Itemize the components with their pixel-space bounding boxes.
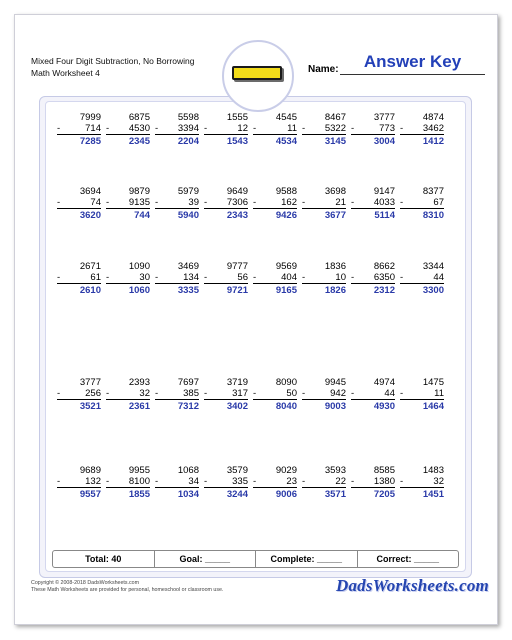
problem [253, 465, 297, 501]
subtrahend-row [204, 476, 248, 488]
minuend: 2671 [79, 261, 101, 272]
problem [204, 186, 248, 222]
answer: 5114 [374, 210, 395, 221]
minus-sign: - [302, 388, 306, 399]
subtrahend: 10 [335, 272, 346, 283]
subtrahend-row [253, 388, 297, 400]
answer: 9721 [226, 285, 248, 296]
minuend: 1555 [226, 112, 248, 123]
subtrahend-row [57, 476, 101, 488]
minus-sign: - [400, 388, 404, 399]
minuend: 3593 [324, 465, 346, 476]
answer: 3244 [226, 489, 248, 500]
subtrahend-row [253, 197, 297, 209]
score-footer [52, 550, 459, 568]
minuend: 3344 [422, 261, 444, 272]
dadsworksheets-logo[interactable]: DadsWorksheets.com [336, 576, 489, 595]
minus-sign: - [57, 123, 61, 134]
answer: 9006 [275, 489, 297, 500]
subtrahend: 9135 [128, 197, 150, 208]
minuend: 3777 [79, 377, 101, 388]
answer: 3004 [373, 136, 395, 147]
minus-sign: - [204, 272, 208, 283]
problem [253, 186, 297, 222]
answer: 5940 [177, 210, 199, 221]
subtrahend-row [302, 197, 346, 209]
total-cell: Total: 40 [53, 551, 155, 567]
answer: 3402 [226, 401, 248, 412]
subtrahend-row [204, 123, 248, 135]
answer: 744 [134, 210, 150, 221]
problem [351, 465, 395, 501]
problem [400, 465, 444, 501]
minus-sign: - [57, 272, 61, 283]
minus-sign: - [400, 272, 404, 283]
problem [204, 465, 248, 501]
minus-sign: - [253, 197, 257, 208]
minus-sign: - [57, 476, 61, 487]
minus-sign: - [57, 197, 61, 208]
problem [57, 465, 101, 501]
minus-sign: - [204, 476, 208, 487]
problem [302, 377, 346, 413]
minus-sign: - [155, 388, 159, 399]
problem [351, 112, 395, 148]
subtrahend-row [155, 272, 199, 284]
subtrahend-row [253, 123, 297, 135]
answer: 3620 [79, 210, 101, 221]
minus-sign: - [351, 123, 355, 134]
problem [57, 112, 101, 148]
subtrahend: 3462 [422, 123, 444, 134]
minuend: 7999 [79, 112, 101, 123]
subtrahend-row [106, 388, 150, 400]
minus-sign: - [106, 123, 110, 134]
minuend: 8090 [275, 377, 297, 388]
minuend: 4874 [422, 112, 444, 123]
answer: 9003 [324, 401, 346, 412]
answer: 1855 [128, 489, 150, 500]
answer-key-title: Answer Key [340, 50, 485, 75]
subtrahend: 74 [90, 197, 101, 208]
problem [106, 186, 150, 222]
problem [155, 112, 199, 148]
subtrahend-row [155, 388, 199, 400]
subtrahend-row [155, 123, 199, 135]
minuend: 1475 [422, 377, 444, 388]
minus-sign: - [302, 272, 306, 283]
subtrahend-row [351, 388, 395, 400]
answer: 1543 [226, 136, 248, 147]
problem [351, 261, 395, 297]
subtrahend: 132 [85, 476, 101, 487]
minuend: 9147 [373, 186, 395, 197]
subtrahend: 773 [379, 123, 395, 134]
minuend: 8377 [422, 186, 444, 197]
minus-sign: - [106, 197, 110, 208]
minuend: 5979 [177, 186, 199, 197]
correct-cell: Correct: _____ [376, 554, 440, 564]
minus-sign: - [155, 272, 159, 283]
answer: 3521 [79, 401, 101, 412]
problem [204, 377, 248, 413]
subtrahend: 22 [335, 476, 346, 487]
answer: 1060 [128, 285, 150, 296]
minuend: 5598 [177, 112, 199, 123]
copyright [31, 580, 223, 594]
subtrahend: 50 [286, 388, 297, 399]
problem [400, 186, 444, 222]
subtrahend: 21 [335, 197, 346, 208]
subtrahend-row [400, 197, 444, 209]
minuend: 1090 [128, 261, 150, 272]
subtrahend: 30 [139, 272, 150, 283]
problem-card [45, 101, 466, 572]
minus-sign: - [400, 123, 404, 134]
subtrahend: 335 [232, 476, 248, 487]
answer: 2204 [177, 136, 199, 147]
subtrahend-row [302, 388, 346, 400]
subtrahend: 942 [330, 388, 346, 399]
minuend: 9955 [128, 465, 150, 476]
answer: 8310 [422, 210, 444, 221]
answer: 3145 [324, 136, 346, 147]
subtrahend-row [351, 123, 395, 135]
subtrahend: 385 [183, 388, 199, 399]
problem [155, 261, 199, 297]
answer: 1034 [177, 489, 199, 500]
subtrahend-row [155, 476, 199, 488]
minus-sign: - [155, 123, 159, 134]
minuend: 9029 [275, 465, 297, 476]
answer: 4930 [373, 401, 395, 412]
subtrahend-row [155, 197, 199, 209]
minus-sign: - [351, 388, 355, 399]
answer: 7285 [79, 136, 101, 147]
answer: 2361 [128, 401, 150, 412]
answer: 9165 [275, 285, 297, 296]
subtrahend-row [204, 388, 248, 400]
subtrahend-row [302, 123, 346, 135]
answer: 8040 [275, 401, 297, 412]
answer: 2343 [226, 210, 248, 221]
subtrahend: 4033 [373, 197, 395, 208]
minus-sign: - [253, 476, 257, 487]
subtrahend-row [253, 272, 297, 284]
minus-sign: - [155, 476, 159, 487]
minuend: 8662 [373, 261, 395, 272]
problem [155, 186, 199, 222]
subtrahend: 23 [286, 476, 297, 487]
problem [57, 186, 101, 222]
minuend: 1836 [324, 261, 346, 272]
minuend: 9689 [79, 465, 101, 476]
answer: 2345 [128, 136, 150, 147]
problem [351, 186, 395, 222]
minus-sign: - [204, 123, 208, 134]
problem [400, 261, 444, 297]
minus-sign: - [204, 388, 208, 399]
subtrahend: 134 [183, 272, 199, 283]
title-line-1: Mixed Four Digit Subtraction, No Borrowing [31, 56, 195, 66]
subtrahend-row [57, 388, 101, 400]
minuend: 9569 [275, 261, 297, 272]
minuend: 2393 [128, 377, 150, 388]
answer: 2312 [373, 285, 395, 296]
problem [302, 112, 346, 148]
subtrahend-row [57, 123, 101, 135]
subtrahend-row [204, 197, 248, 209]
gold-bar-icon [232, 66, 282, 80]
subtrahend: 4530 [128, 123, 150, 134]
complete-cell: Complete: _____ [256, 551, 358, 567]
subtrahend-row [400, 476, 444, 488]
minuend: 9945 [324, 377, 346, 388]
subtrahend: 317 [232, 388, 248, 399]
minuend: 3777 [373, 112, 395, 123]
copyright-line-2: These Math Worksheets are provided for personal, homeschool or classroom use. [31, 587, 224, 593]
minus-sign: - [351, 197, 355, 208]
subtrahend: 44 [433, 272, 444, 283]
minuend: 9879 [128, 186, 150, 197]
subtrahend: 1380 [373, 476, 395, 487]
subtrahend: 5322 [324, 123, 346, 134]
minuend: 3469 [177, 261, 199, 272]
minus-sign: - [400, 476, 404, 487]
answer: 7205 [373, 489, 395, 500]
minuend: 6875 [128, 112, 150, 123]
minuend: 3719 [226, 377, 248, 388]
minus-sign: - [253, 388, 257, 399]
subtrahend-row [204, 272, 248, 284]
minuend: 3698 [324, 186, 346, 197]
name-label: Name: [308, 64, 339, 75]
answer: 1826 [324, 285, 346, 296]
problem [400, 112, 444, 148]
minus-sign: - [106, 272, 110, 283]
minuend: 7697 [177, 377, 199, 388]
problem [400, 377, 444, 413]
subtrahend: 404 [281, 272, 297, 283]
subtrahend-row [400, 272, 444, 284]
subtrahend-row [57, 272, 101, 284]
minuend: 3579 [226, 465, 248, 476]
subtrahend: 11 [287, 123, 297, 134]
subtrahend: 32 [433, 476, 444, 487]
minuend: 4545 [275, 112, 297, 123]
problem [253, 112, 297, 148]
answer: 3571 [324, 489, 346, 500]
answer: 1451 [422, 489, 444, 500]
minus-sign: - [253, 272, 257, 283]
minus-sign: - [351, 476, 355, 487]
problem [302, 186, 346, 222]
answer: 1464 [422, 401, 444, 412]
subtrahend: 714 [85, 123, 101, 134]
minus-sign: - [155, 197, 159, 208]
problem [155, 377, 199, 413]
subtrahend-row [106, 197, 150, 209]
answer: 2610 [79, 285, 101, 296]
subtrahend: 11 [434, 388, 444, 399]
subtrahend-row [253, 476, 297, 488]
subtrahend: 56 [237, 272, 248, 283]
title-line-2: Math Worksheet 4 [31, 68, 100, 78]
subtrahend: 162 [281, 197, 297, 208]
subtrahend-row [57, 197, 101, 209]
subtrahend-row [302, 272, 346, 284]
subtrahend: 12 [237, 123, 248, 134]
minuend: 1068 [177, 465, 199, 476]
answer: 3300 [422, 285, 444, 296]
goal-cell: Goal: _____ [155, 551, 257, 567]
problem [302, 261, 346, 297]
problem [204, 112, 248, 148]
answer: 4534 [275, 136, 297, 147]
subtrahend-row [400, 123, 444, 135]
problem [253, 377, 297, 413]
problem [106, 261, 150, 297]
problem [302, 465, 346, 501]
answer: 9557 [79, 489, 101, 500]
minus-sign: - [400, 197, 404, 208]
minus-sign: - [302, 197, 306, 208]
subtrahend: 34 [188, 476, 199, 487]
answer: 3335 [177, 285, 199, 296]
minus-sign: - [351, 272, 355, 283]
minuend: 1483 [422, 465, 444, 476]
subtrahend: 61 [90, 272, 101, 283]
minus-sign: - [106, 388, 110, 399]
answer: 7312 [177, 401, 199, 412]
problem [204, 261, 248, 297]
minuend: 9649 [226, 186, 248, 197]
minuend: 4974 [373, 377, 395, 388]
problem [106, 112, 150, 148]
subtrahend: 6350 [373, 272, 395, 283]
answer: 9426 [275, 210, 297, 221]
minus-sign: - [302, 476, 306, 487]
minus-sign: - [106, 476, 110, 487]
problem [155, 465, 199, 501]
subtrahend: 8100 [128, 476, 150, 487]
subtrahend: 44 [384, 388, 395, 399]
problem [253, 261, 297, 297]
problem [106, 377, 150, 413]
subtrahend: 256 [85, 388, 101, 399]
subtrahend-row [106, 272, 150, 284]
subtrahend-row [351, 197, 395, 209]
subtrahend: 67 [433, 197, 444, 208]
copyright-line-1: Copyright © 2008-2018 DadsWorksheets.com [31, 580, 140, 586]
worksheet-title [31, 55, 194, 79]
subtrahend-row [302, 476, 346, 488]
subtrahend-row [351, 272, 395, 284]
subtrahend-row [106, 476, 150, 488]
subtrahend: 32 [139, 388, 150, 399]
minus-sign: - [57, 388, 61, 399]
minuend: 9777 [226, 261, 248, 272]
subtrahend-row [400, 388, 444, 400]
subtrahend: 7306 [226, 197, 248, 208]
minuend: 9588 [275, 186, 297, 197]
subtrahend: 39 [188, 197, 199, 208]
minus-sign: - [253, 123, 257, 134]
subtrahend-row [351, 476, 395, 488]
problem [57, 261, 101, 297]
problem [106, 465, 150, 501]
minuend: 3694 [79, 186, 101, 197]
answer: 1412 [422, 136, 444, 147]
subtrahend-row [106, 123, 150, 135]
minuend: 8467 [324, 112, 346, 123]
minus-sign: - [302, 123, 306, 134]
answer: 3677 [324, 210, 346, 221]
problem [351, 377, 395, 413]
problem [57, 377, 101, 413]
minus-sign: - [204, 197, 208, 208]
subtrahend: 3394 [177, 123, 199, 134]
minuend: 8585 [373, 465, 395, 476]
